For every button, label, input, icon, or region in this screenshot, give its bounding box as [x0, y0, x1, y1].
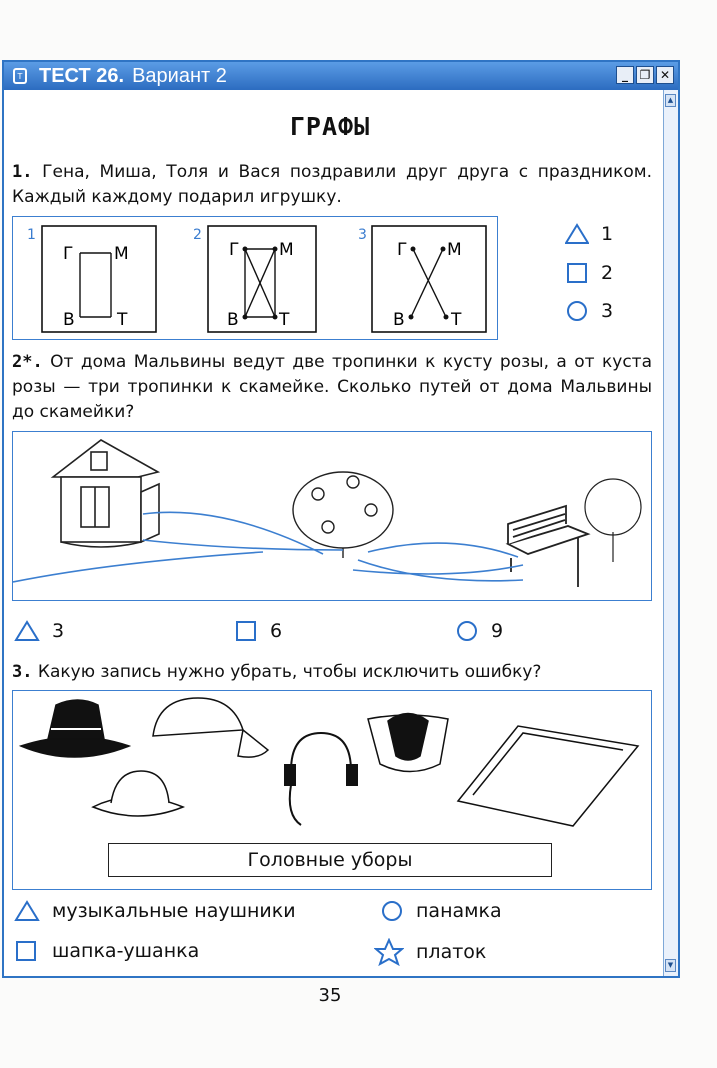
title-bar [4, 62, 678, 90]
restore-button[interactable]: ❐ [636, 66, 654, 84]
q3-option-a[interactable] [14, 900, 296, 922]
question-3-text: Какую запись нужно убрать, чтобы исключить ошибку? [37, 662, 542, 682]
category-label-box [108, 843, 552, 877]
square-icon [565, 262, 589, 284]
q3-option-d[interactable] [374, 938, 486, 966]
rose-bush-illustration [293, 472, 393, 558]
q3-option-c-label: шапка-ушанка [52, 940, 200, 962]
q1-option-b[interactable] [565, 262, 613, 284]
q1-option-a-label: 1 [601, 223, 614, 245]
graph-2-node-m: М [279, 240, 294, 260]
graph-2-node-g: Г [229, 240, 240, 260]
black-hat-illustration [21, 700, 129, 757]
graph-3-node-m: М [447, 240, 462, 260]
q1-option-c-label: 3 [601, 300, 614, 322]
question-1 [12, 160, 652, 210]
q3-option-a-label: музыкальные наушники [52, 900, 296, 922]
q3-option-d-label: платок [416, 941, 487, 963]
star-icon [374, 938, 404, 966]
graph-3-index: 3 [358, 227, 367, 243]
circle-icon [565, 300, 589, 322]
graph-1-node-g: Г [63, 244, 74, 264]
page-number: 35 [318, 985, 342, 1006]
graph-3-node-g: Г [397, 240, 408, 260]
vertical-scrollbar[interactable] [663, 90, 678, 976]
headwear-illustrations [13, 691, 651, 837]
graph-1-node-t: Т [117, 310, 128, 330]
q1-option-a[interactable] [565, 223, 613, 245]
question-3 [12, 660, 652, 685]
graph-3-node-t: Т [451, 310, 462, 330]
graph-2-index: 2 [193, 227, 202, 243]
triangle-icon [14, 900, 40, 922]
house-illustration [53, 440, 159, 547]
graph-3-node-v: В [393, 310, 405, 330]
question-1-number: 1. [12, 162, 33, 182]
question-2-number: 2*. [12, 352, 43, 372]
graph-2[interactable] [207, 225, 317, 333]
scroll-up-button[interactable]: ▲ [665, 94, 676, 107]
graph-1-node-m: М [114, 244, 129, 264]
graph-1-index: 1 [27, 227, 36, 243]
q2-option-c[interactable] [455, 620, 503, 642]
malvina-paths-illustration [13, 432, 651, 600]
q2-option-b[interactable] [234, 620, 282, 642]
headphones-illustration [285, 733, 357, 825]
minimize-button[interactable]: _ [616, 66, 634, 84]
triangle-icon [565, 223, 589, 245]
graph-1[interactable] [41, 225, 157, 333]
graph-2-node-t: Т [279, 310, 290, 330]
graphs-panel [12, 216, 498, 340]
square-icon [14, 940, 40, 962]
cap-illustration [153, 698, 268, 757]
circle-icon [455, 620, 479, 642]
q1-option-c[interactable] [565, 300, 613, 322]
graph-1-node-v: В [63, 310, 75, 330]
q3-option-b[interactable] [380, 900, 502, 922]
q3-option-b-label: панамка [416, 900, 502, 922]
question-3-number: 3. [12, 662, 33, 682]
kerchief-illustration [368, 714, 448, 772]
q1-option-b-label: 2 [601, 262, 614, 284]
q2-option-a[interactable] [14, 620, 64, 642]
q2-option-a-label: 3 [52, 620, 65, 642]
graph-2-node-v: В [227, 310, 239, 330]
question-2-text: От дома Мальвины ведут две тропинки к кусту розы, а от куста розы — три тропинки к скамейке. Сколько путей от дома Мальвины до скамейки? [12, 352, 652, 422]
category-label: Головные уборы [247, 849, 413, 871]
square-icon [234, 620, 258, 642]
triangle-icon [14, 620, 40, 642]
scroll-down-button[interactable]: ▼ [665, 959, 676, 972]
panama-hat-illustration [93, 771, 183, 816]
window-subtitle: Вариант 2 [132, 64, 227, 87]
q3-option-c[interactable] [14, 940, 199, 962]
headwear-panel [12, 690, 652, 890]
question-1-text: Гена, Миша, Толя и Вася поздравили друг друга с праздником. Каждый каждому подарил игрушку. [12, 162, 652, 207]
window-title: ТЕСТ 26. [39, 64, 125, 87]
graph-3[interactable] [371, 225, 487, 333]
path-illustration-panel [12, 431, 652, 601]
q2-option-b-label: 6 [270, 620, 283, 642]
bench-illustration [508, 506, 588, 587]
shawl-illustration [458, 726, 638, 826]
q2-option-c-label: 9 [491, 620, 504, 642]
tree-illustration [585, 479, 641, 562]
circle-icon [380, 900, 404, 922]
window-app-icon: Т [13, 68, 27, 84]
close-button[interactable]: ✕ [656, 66, 674, 84]
page-title: ГРАФЫ [289, 112, 371, 141]
question-2 [12, 350, 652, 425]
